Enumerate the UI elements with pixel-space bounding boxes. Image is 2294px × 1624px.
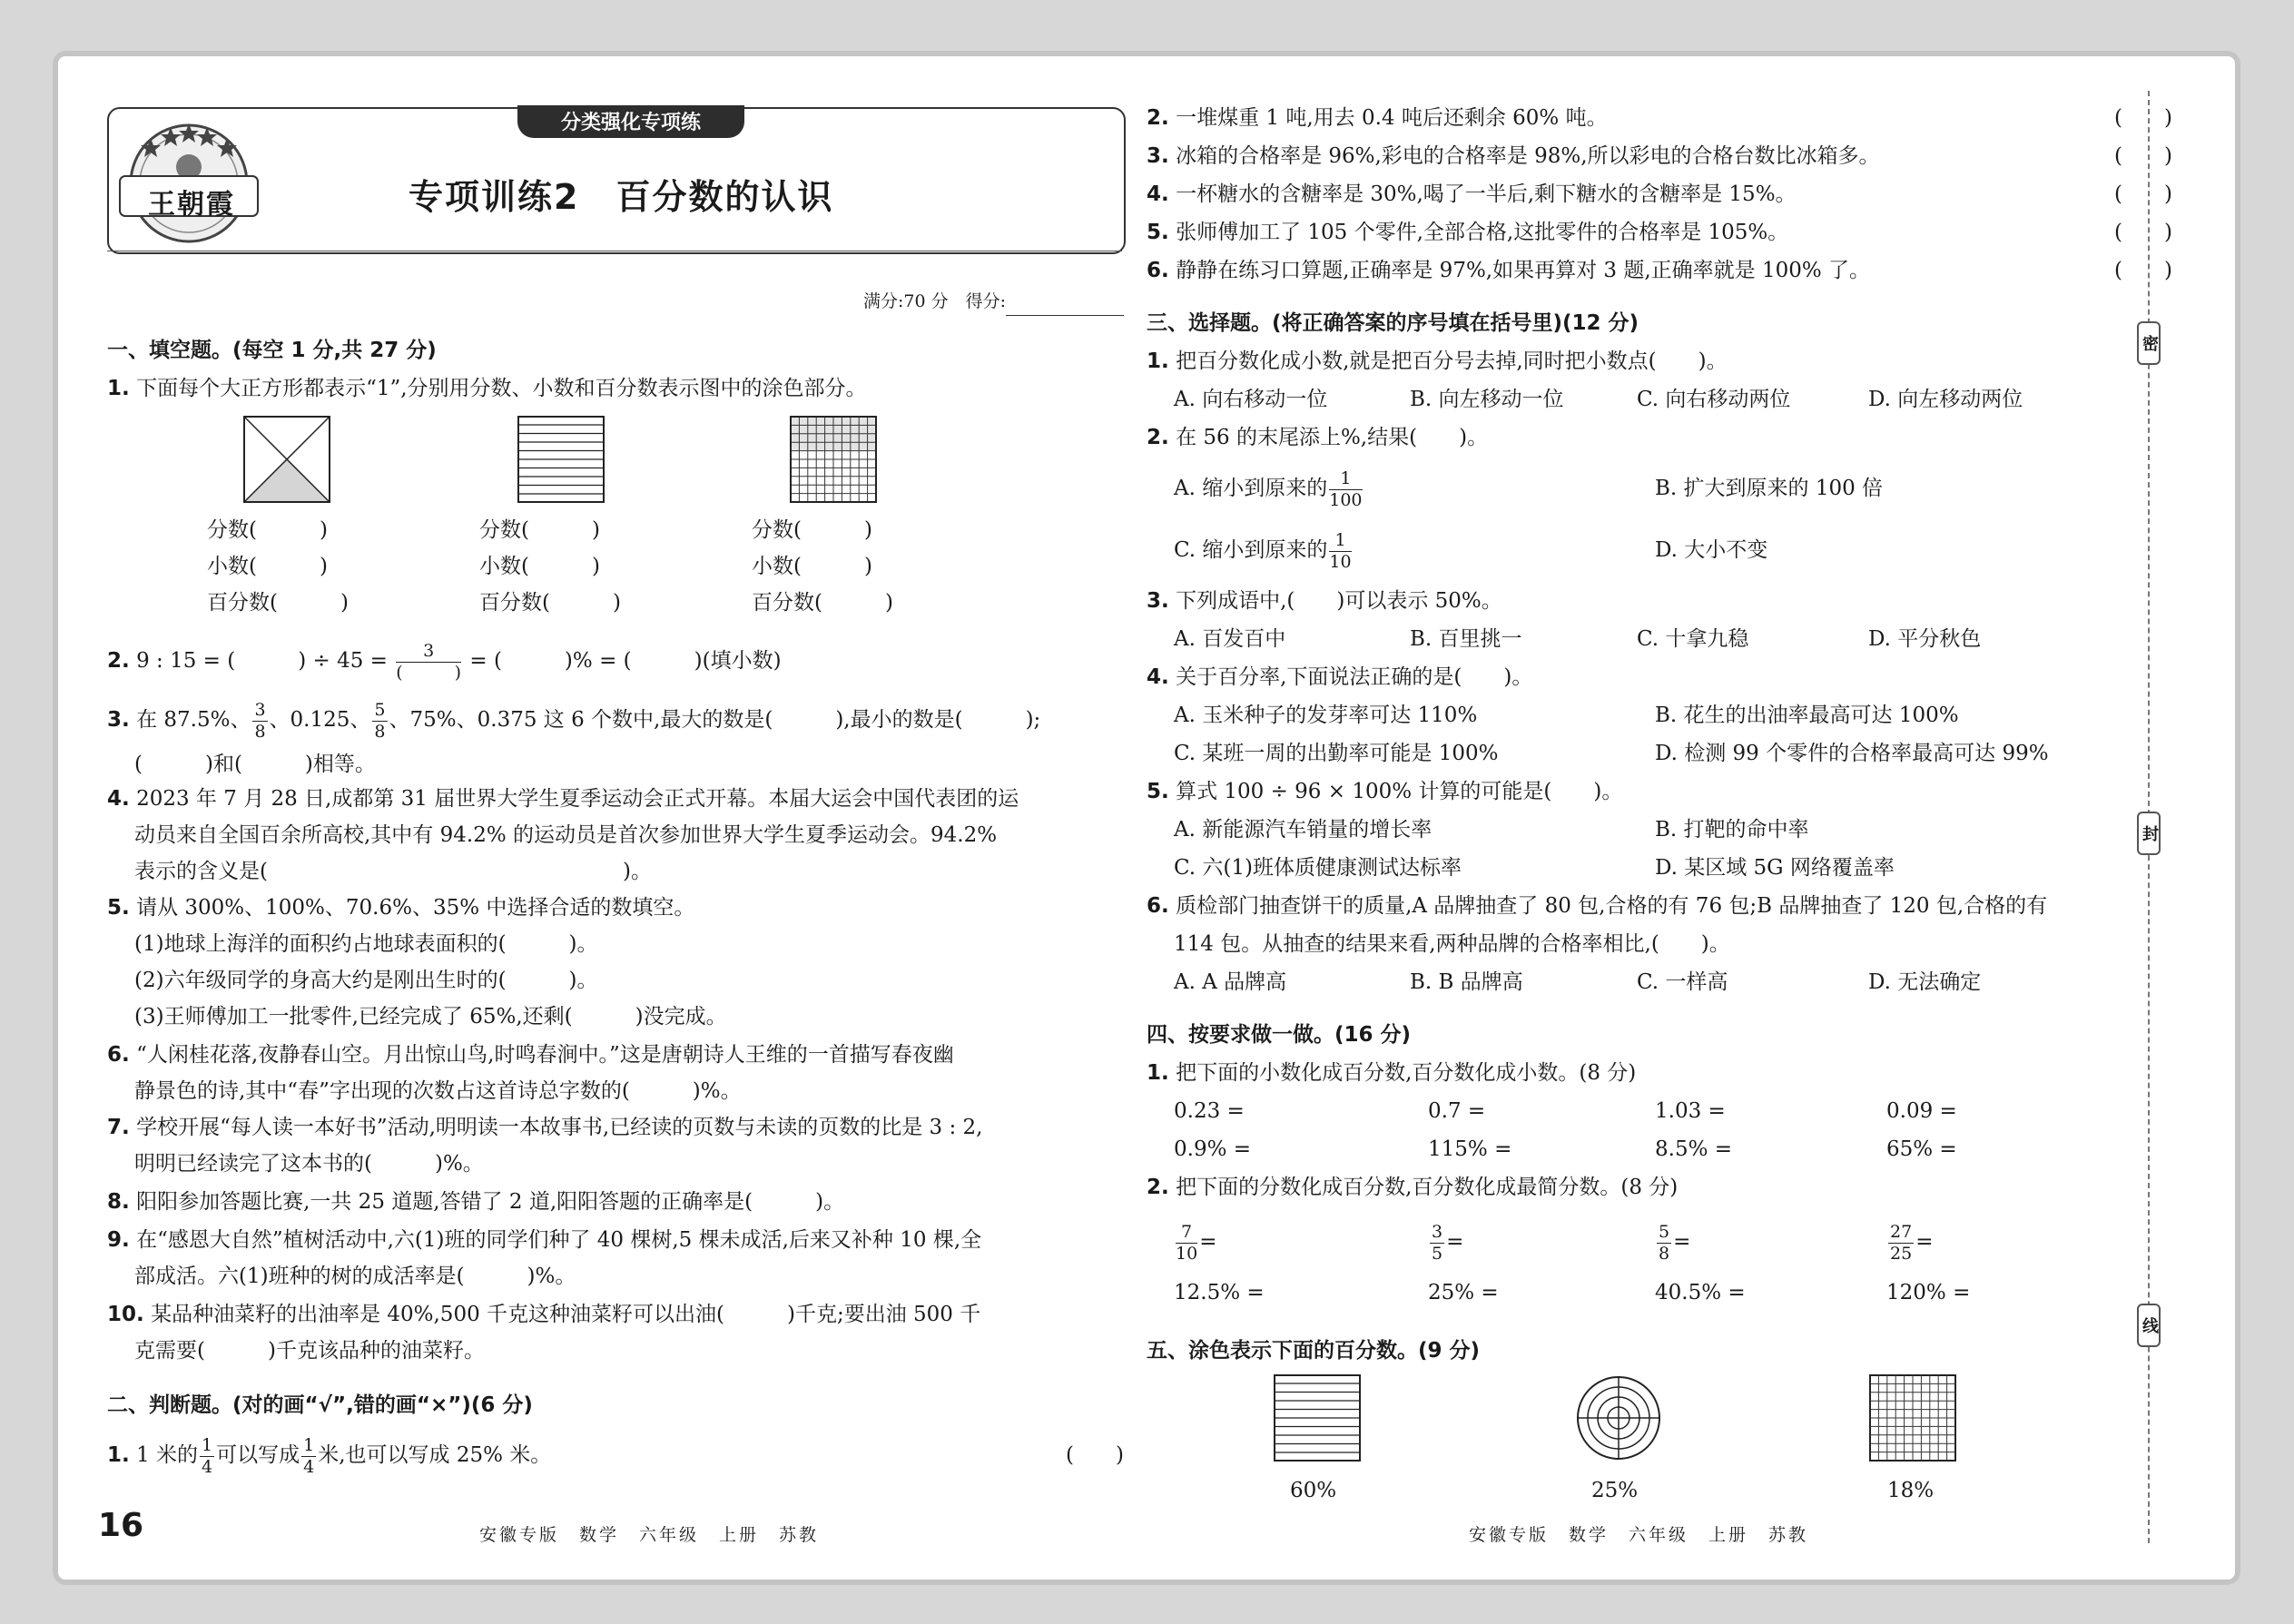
choice-3-option-d[interactable]: D. 平分秋色 bbox=[1868, 627, 1982, 651]
convert-item[interactable]: 1.03 = bbox=[1655, 1099, 1726, 1123]
fill-question-3-cont[interactable]: ( )和( )相等。 bbox=[134, 753, 376, 776]
judge-question-4: 4. 一杯糖水的含糖率是 30%,喝了一半后,剩下糖水的含糖率是 15%。 ( ) bbox=[1147, 180, 2172, 209]
fill-question-9: 9. 在“感恩大自然”植树活动中,六(1)班的同学们种了 40 棵树,5 棵未成活,后来又补种 10 棵,全 bbox=[107, 1228, 982, 1252]
choice-6-option-d[interactable]: D. 无法确定 bbox=[1868, 970, 1982, 994]
choice-1-option-a[interactable]: A. 向右移动一位 bbox=[1174, 388, 1328, 411]
shade-label-18: 18% bbox=[1887, 1479, 1935, 1502]
judge-answer-5[interactable]: ( ) bbox=[2114, 221, 2172, 244]
shade-label-60: 60% bbox=[1290, 1479, 1337, 1502]
fill-question-7-line2[interactable]: 明明已经读完了这本书的( )%。 bbox=[134, 1152, 484, 1176]
publisher-logo bbox=[107, 105, 271, 251]
judge-answer-6[interactable]: ( ) bbox=[2114, 259, 2172, 282]
score-line: 满分:70 分 得分: bbox=[107, 287, 1124, 316]
work-question-1: 1. 把下面的小数化成百分数,百分数化成小数。(8 分) bbox=[1147, 1061, 1637, 1085]
choice-6-option-b[interactable]: B. B 品牌高 bbox=[1410, 970, 1523, 994]
score-blank[interactable] bbox=[1006, 295, 1124, 316]
logo-text: 王朝霞 bbox=[148, 189, 235, 221]
choice-4-option-c[interactable]: C. 某班一周的出勤率可能是 100% bbox=[1174, 742, 1499, 765]
fig1-percent-blank[interactable]: 百分数( ) bbox=[207, 591, 349, 615]
fig2-fraction-blank[interactable]: 分数( ) bbox=[479, 518, 600, 542]
choice-question-3[interactable]: 3. 下列成语中,( )可以表示 50%。 bbox=[1147, 589, 1502, 613]
fig2-percent-blank[interactable]: 百分数( ) bbox=[479, 591, 621, 615]
choice-4-option-b[interactable]: B. 花生的出油率最高可达 100% bbox=[1655, 704, 1959, 727]
binding-tag-mi: 密 bbox=[2137, 321, 2161, 365]
fill-question-9-line2[interactable]: 部成活。六(1)班种的树的成活率是( )%。 bbox=[134, 1265, 576, 1288]
judge-answer-1[interactable]: ( ) bbox=[1066, 1443, 1124, 1467]
choice-3-option-c[interactable]: C. 十拿九稳 bbox=[1637, 627, 1749, 651]
choice-5-option-b[interactable]: B. 打靶的命中率 bbox=[1655, 818, 1809, 842]
convert-item[interactable]: 65% = bbox=[1886, 1137, 1957, 1161]
footer-right: 安徽专版 数学 六年级 上册 苏教 bbox=[1469, 1525, 1809, 1545]
fill-question-10[interactable]: 10. 某品种油菜籽的出油率是 40%,500 千克这种油菜籽可以出油( )千克;要出油 500 千 bbox=[107, 1303, 981, 1326]
percent-convert-item[interactable]: 40.5% = bbox=[1655, 1281, 1746, 1304]
shade-grid-square[interactable] bbox=[1869, 1374, 1956, 1462]
fill-question-6-line2[interactable]: 静景色的诗,其中“春”字出现的次数占这首诗总字数的( )%。 bbox=[134, 1079, 742, 1103]
choice-2-option-d[interactable]: D. 大小不变 bbox=[1655, 538, 1768, 562]
fill-question-8[interactable]: 8. 阳阳参加答题比赛,一共 25 道题,答错了 2 道,阳阳答题的正确率是( )。 bbox=[107, 1190, 845, 1214]
choice-question-6: 6. 质检部门抽查饼干的质量,A 品牌抽查了 80 包,合格的有 76 包;B 品牌抽查了 120 包,合格的有 bbox=[1147, 894, 2048, 918]
percent-convert-item[interactable]: 120% = bbox=[1886, 1281, 1971, 1304]
choice-4-option-a[interactable]: A. 玉米种子的发芽率可达 110% bbox=[1174, 704, 1478, 727]
convert-item[interactable]: 0.9% = bbox=[1174, 1137, 1252, 1161]
fill-question-4-line3[interactable]: 表示的含义是( )。 bbox=[134, 860, 652, 883]
shade-label-25: 25% bbox=[1591, 1479, 1639, 1502]
convert-item[interactable]: 115% = bbox=[1428, 1137, 1512, 1161]
fill-question-5-1[interactable]: (1)地球上海洋的面积约占地球表面积的( )。 bbox=[134, 932, 598, 956]
choice-5-option-c[interactable]: C. 六(1)班体质健康测试达标率 bbox=[1174, 856, 1462, 880]
convert-item[interactable]: 0.09 = bbox=[1886, 1099, 1957, 1123]
worksheet-page bbox=[53, 51, 2240, 1585]
choice-3-option-a[interactable]: A. 百发百中 bbox=[1174, 627, 1286, 651]
choice-question-4[interactable]: 4. 关于百分率,下面说法正确的是( )。 bbox=[1147, 665, 1533, 689]
section-5-heading: 五、涂色表示下面的百分数。(9 分) bbox=[1147, 1339, 1481, 1363]
convert-item[interactable]: 8.5% = bbox=[1655, 1137, 1733, 1161]
choice-2-option-a[interactable]: A. 缩小到原来的 $\frac{1}{100}$ bbox=[1174, 468, 1363, 510]
page-number: 16 bbox=[98, 1507, 144, 1544]
fill-question-2[interactable]: 2. 9 : 15 = ( ) ÷ 45 = 3 ( ) = ( )% = ( )(填小数) bbox=[107, 640, 782, 683]
judge-answer-4[interactable]: ( ) bbox=[2114, 182, 2172, 206]
percent-convert-item[interactable]: 25% = bbox=[1428, 1281, 1499, 1304]
shade-striped-square[interactable] bbox=[1274, 1374, 1361, 1462]
choice-2-option-b[interactable]: B. 扩大到原来的 100 倍 bbox=[1655, 477, 1884, 500]
banner-label: 分类强化专项练 bbox=[560, 112, 701, 134]
fraction-convert-item[interactable]: $\frac{7}{10}$ = bbox=[1176, 1221, 1217, 1264]
binding-tag-feng: 封 bbox=[2137, 812, 2161, 855]
choice-question-1[interactable]: 1. 把百分数化成小数,就是把百分号去掉,同时把小数点( )。 bbox=[1147, 349, 1728, 373]
footer-left: 安徽专版 数学 六年级 上册 苏教 bbox=[479, 1525, 820, 1545]
fill-question-3[interactable]: 3. 在 87.5%、 $\frac{3}{8}$ 、0.125、 $\frac{5}{8}$ 、75%、0.375 这 6 个数中,最大的数是( ),最小的数是( ); bbox=[107, 699, 1041, 742]
fraction-convert-item[interactable]: $\frac{3}{5}$ = bbox=[1432, 1221, 1464, 1264]
choice-3-option-b[interactable]: B. 百里挑一 bbox=[1410, 627, 1522, 651]
fill-question-10-line2[interactable]: 克需要( )千克该品种的油菜籽。 bbox=[134, 1339, 485, 1363]
section-2-heading: 二、判断题。(对的画“√”,错的画“×”)(6 分) bbox=[107, 1393, 533, 1417]
choice-1-option-d[interactable]: D. 向左移动两位 bbox=[1868, 388, 2023, 411]
choice-6-option-c[interactable]: C. 一样高 bbox=[1637, 970, 1728, 994]
choice-4-option-d[interactable]: D. 检测 99 个零件的合格率最高可达 99% bbox=[1655, 742, 2049, 765]
q3-fraction-b: $\frac{5}{8}$ bbox=[374, 699, 386, 742]
logo-badge-icon bbox=[107, 105, 271, 251]
judge-answer-3[interactable]: ( ) bbox=[2114, 144, 2172, 168]
square-diagonals-figure bbox=[243, 416, 330, 503]
fraction-convert-item[interactable]: $\frac{27}{25}$ = bbox=[1890, 1221, 1934, 1264]
choice-1-option-c[interactable]: C. 向右移动两位 bbox=[1637, 388, 1791, 411]
choice-5-option-a[interactable]: A. 新能源汽车销量的增长率 bbox=[1174, 818, 1433, 842]
fig1-decimal-blank[interactable]: 小数( ) bbox=[207, 555, 328, 578]
fraction-convert-item[interactable]: $\frac{5}{8}$ = bbox=[1659, 1221, 1691, 1264]
section-4-heading: 四、按要求做一做。(16 分) bbox=[1147, 1023, 1412, 1047]
fill-question-6: 6. “人闲桂花落,夜静春山空。月出惊山鸟,时鸣春涧中。”这是唐朝诗人王维的一首描写春夜幽 bbox=[107, 1043, 954, 1067]
choice-5-option-d[interactable]: D. 某区域 5G 网络覆盖率 bbox=[1655, 856, 1895, 880]
q2-fraction: 3 ( ) bbox=[396, 640, 462, 683]
fill-question-4: 4. 2023 年 7 月 28 日,成都第 31 届世界大学生夏季运动会正式开幕。本届大运会中国代表团的运 bbox=[107, 787, 1019, 811]
section-3-heading: 三、选择题。(将正确答案的序号填在括号里)(12 分) bbox=[1147, 311, 1639, 335]
fig3-fraction-blank[interactable]: 分数( ) bbox=[752, 518, 872, 542]
fill-question-1: 1. 下面每个大正方形都表示“1”,分别用分数、小数和百分数表示图中的涂色部分。 bbox=[107, 377, 867, 400]
convert-item[interactable]: 0.23 = bbox=[1174, 1099, 1245, 1123]
fill-question-5-2[interactable]: (2)六年级同学的身高大约是刚出生时的( )。 bbox=[134, 969, 598, 992]
fig3-decimal-blank[interactable]: 小数( ) bbox=[752, 555, 872, 578]
judge-question-5: 5. 张师傅加工了 105 个零件,全部合格,这批零件的合格率是 105%。 ( ) bbox=[1147, 218, 2172, 247]
judge-question-6: 6. 静静在练习口算题,正确率是 97%,如果再算对 3 题,正确率就是 100% 了。 ( ) bbox=[1147, 256, 2172, 285]
judge-question-1: 1. 1 米的 $\frac{1}{4}$ 可以写成 $\frac{1}{4}$ 米,也可以写成 25% 米。 ( ) bbox=[107, 1429, 1124, 1481]
square-striped-figure bbox=[517, 416, 605, 503]
fill-question-5-3[interactable]: (3)王师傅加工一批零件,已经完成了 65%,还剩( )没完成。 bbox=[134, 1005, 727, 1029]
judge-question-2: 2. 一堆煤重 1 吨,用去 0.4 吨后还剩余 60% 吨。 ( ) bbox=[1147, 103, 2172, 133]
work-question-2: 2. 把下面的分数化成百分数,百分数化成最简分数。(8 分) bbox=[1147, 1176, 1679, 1199]
choice-1-option-b[interactable]: B. 向左移动一位 bbox=[1410, 388, 1564, 411]
percent-convert-item[interactable]: 12.5% = bbox=[1174, 1281, 1265, 1304]
shade-target-circle[interactable] bbox=[1575, 1374, 1662, 1462]
choice-question-6-line2[interactable]: 114 包。从抽查的结果来看,两种品牌的合格率相比,( )。 bbox=[1174, 932, 1730, 956]
judge-question-3: 3. 冰箱的合格率是 96%,彩电的合格率是 98%,所以彩电的合格台数比冰箱多。 ( ) bbox=[1147, 142, 2172, 171]
judge-answer-2[interactable]: ( ) bbox=[2114, 106, 2172, 130]
fill-question-7: 7. 学校开展“每人读一本好书”活动,明明读一本故事书,已经读的页数与未读的页数的比是 3 : 2, bbox=[107, 1116, 983, 1139]
choice-question-2[interactable]: 2. 在 56 的末尾添上%,结果( )。 bbox=[1147, 426, 1489, 449]
square-grid-figure bbox=[790, 416, 877, 503]
fill-question-5: 5. 请从 300%、100%、70.6%、35% 中选择合适的数填空。 bbox=[107, 896, 695, 920]
fig1-fraction-blank[interactable]: 分数( ) bbox=[207, 518, 328, 542]
fill-question-4-line2: 动员来自全国百余所高校,其中有 94.2% 的运动员是首次参加世界大学生夏季运动会。94.2% bbox=[134, 823, 998, 847]
convert-item[interactable]: 0.7 = bbox=[1428, 1099, 1486, 1123]
choice-question-5[interactable]: 5. 算式 100 ÷ 96 × 100% 计算的可能是( )。 bbox=[1147, 780, 1623, 803]
fig2-decimal-blank[interactable]: 小数( ) bbox=[479, 555, 600, 578]
q3-fraction-a: $\frac{3}{8}$ bbox=[254, 699, 266, 742]
choice-2-option-c[interactable]: C. 缩小到原来的 $\frac{1}{10}$ bbox=[1174, 529, 1352, 572]
choice-6-option-a[interactable]: A. A 品牌高 bbox=[1174, 970, 1287, 994]
page-title: 专项训练2 百分数的认识 bbox=[409, 177, 834, 217]
section-1-heading: 一、填空题。(每空 1 分,共 27 分) bbox=[107, 339, 437, 362]
binding-tag-xian: 线 bbox=[2137, 1304, 2161, 1347]
fig3-percent-blank[interactable]: 百分数( ) bbox=[752, 591, 893, 615]
